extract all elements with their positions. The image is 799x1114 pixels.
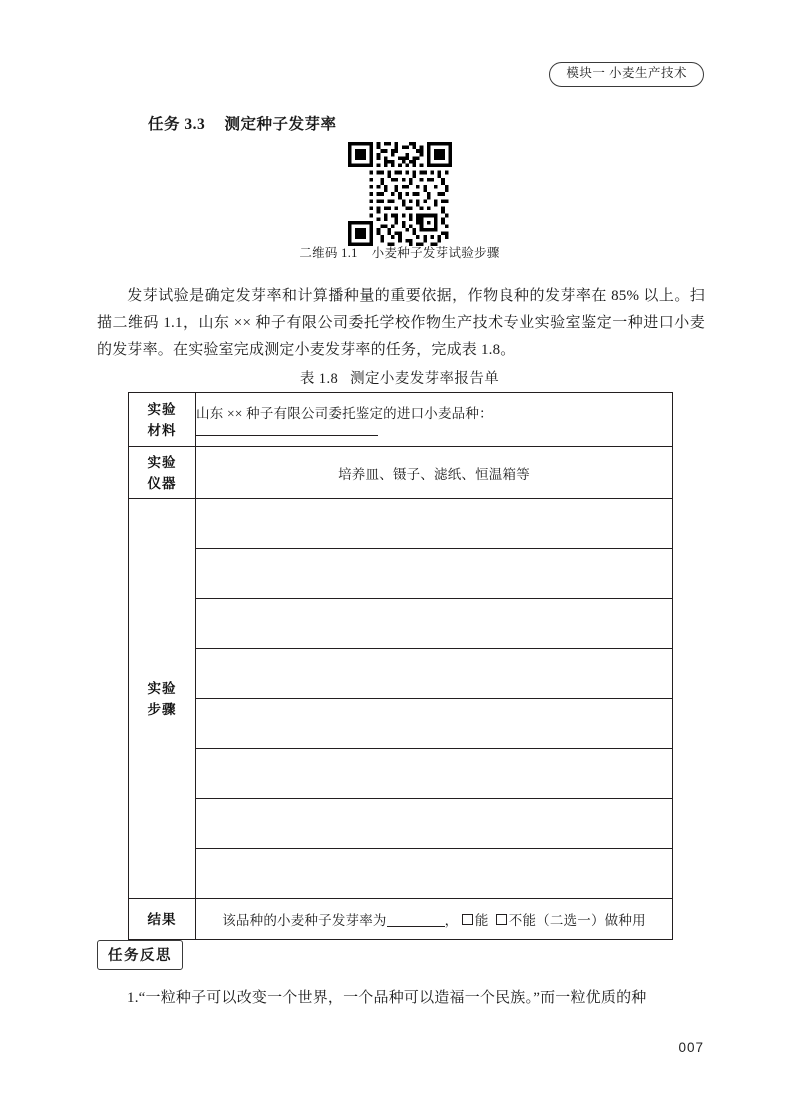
reflection-item: [97, 985, 705, 1012]
table-row: [129, 899, 673, 940]
qr-caption-label: 二维码 1.1: [299, 246, 358, 260]
table-row: [129, 649, 673, 699]
row-label-material-line1: 实验: [147, 401, 177, 417]
cell-step[interactable]: [196, 649, 673, 699]
table-caption: [0, 367, 799, 388]
report-table: [128, 392, 673, 940]
cell-step[interactable]: [196, 499, 673, 549]
cell-step[interactable]: [196, 599, 673, 649]
table-caption-label: 表 1.8: [299, 371, 339, 387]
qr-code-caption: [0, 243, 799, 261]
row-label-steps-line2: 步骤: [147, 701, 177, 717]
body-paragraph-text: 发芽试验是确定发芽率和计算播种量的重要依据，作物良种的发芽率在 85% 以上。扫描二维码 1.1，山东 ×× 种子有限公司委托学校作物生产技术专业实验室鉴定一种进口小麦的发芽率。在实验室完成测定小麦发芽率的任务，完成表 1.8。: [97, 288, 705, 358]
fill-in-blank[interactable]: [196, 435, 378, 436]
section-heading-reflection: 任务反思: [97, 940, 183, 970]
result-option-2: 不能（二选一）做种用: [508, 913, 646, 928]
result-option-1: 能: [474, 913, 489, 928]
row-label-instrument-line2: 仪器: [147, 475, 177, 491]
checkbox-can[interactable]: [462, 914, 473, 925]
table-row: [129, 699, 673, 749]
cell-step[interactable]: [196, 699, 673, 749]
table-row: [129, 393, 673, 447]
qr-caption-text: 小麦种子发芽试验步骤: [371, 246, 500, 260]
table-caption-text: 测定小麦发芽率报告单: [350, 371, 500, 387]
checkbox-cannot[interactable]: [496, 914, 507, 925]
task-number: 任务 3.3: [148, 116, 206, 133]
row-label-steps-line1: 实验: [147, 680, 177, 696]
table-row: [129, 599, 673, 649]
page-title: [148, 112, 337, 134]
page-number: 007: [678, 1040, 704, 1055]
table-row: [129, 749, 673, 799]
cell-step[interactable]: [196, 749, 673, 799]
body-paragraph: [97, 283, 705, 364]
row-label-material: [129, 393, 196, 447]
row-label-instrument: [129, 447, 196, 499]
cell-material-text: 山东 ×× 种子有限公司委托鉴定的进口小麦品种：: [196, 405, 493, 421]
cell-step[interactable]: [196, 799, 673, 849]
qr-code-figure: [0, 142, 799, 246]
result-text-1: 该品种的小麦种子发芽率为: [222, 913, 387, 928]
cell-step[interactable]: [196, 549, 673, 599]
row-label-instrument-line1: 实验: [147, 454, 177, 470]
result-text-2: ，: [444, 913, 459, 928]
running-head: 模块一 小麦生产技术: [549, 62, 704, 87]
table-row: [129, 447, 673, 499]
cell-step[interactable]: [196, 849, 673, 899]
table-row: [129, 499, 673, 549]
cell-instrument-text: 培养皿、镊子、滤纸、恒温箱等: [338, 466, 530, 482]
row-label-result: 结果: [129, 899, 196, 940]
table-row: [129, 799, 673, 849]
table-row: [129, 849, 673, 899]
row-label-material-line2: 材料: [147, 422, 177, 438]
result-fill-in-blank[interactable]: [387, 926, 445, 927]
table-row: [129, 549, 673, 599]
reflection-item-text: 1.“一粒种子可以改变一个世界，一个品种可以造福一个民族。”而一粒优质的种: [127, 990, 647, 1006]
qr-code-icon: [348, 142, 452, 246]
row-label-steps: [129, 499, 196, 899]
cell-material: [196, 393, 673, 447]
cell-instrument: [196, 447, 673, 499]
cell-result: [196, 899, 673, 940]
task-title-text: 测定种子发芽率: [224, 116, 337, 133]
